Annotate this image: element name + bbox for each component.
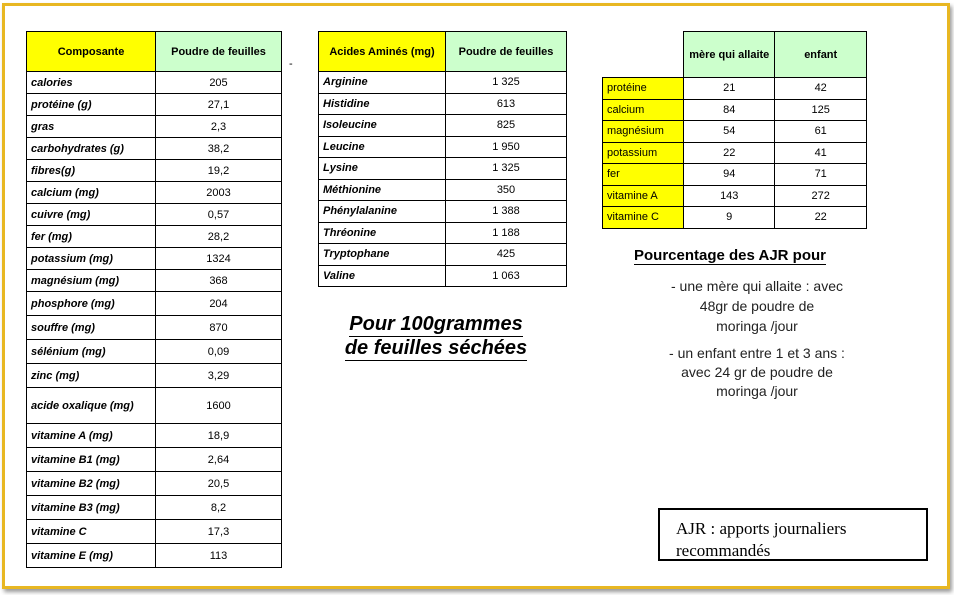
- composition-row: [27, 544, 282, 568]
- amino-amino-name: Thréonine: [319, 222, 446, 244]
- composition-row: [27, 292, 282, 316]
- composition-nutrient-value: 2003: [156, 182, 282, 204]
- composition-nutrient-value: 38,2: [156, 138, 282, 160]
- amino-amino-name: Valine: [319, 265, 446, 287]
- ajr-ajr-child-value: 41: [775, 142, 867, 164]
- composition-row: [27, 138, 282, 160]
- ajr-mother-line-3: moringa /jour: [716, 318, 798, 334]
- composition-row: [27, 94, 282, 116]
- composition-row: [27, 364, 282, 388]
- composition-row: [27, 472, 282, 496]
- ajr-ajr-nutrient: magnésium: [603, 121, 684, 143]
- amino-acid-table: [318, 31, 567, 287]
- ajr-ajr-nutrient: calcium: [603, 99, 684, 121]
- amino-amino-name: Arginine: [319, 72, 446, 94]
- composition-nutrient-name: carbohydrates (g): [27, 138, 156, 160]
- composition-nutrient-value: 28,2: [156, 226, 282, 248]
- ajr-ajr-mother-value: 54: [684, 121, 775, 143]
- ajr-ajr-mother-value: 143: [684, 185, 775, 207]
- ajr-ajr-child-value: 42: [775, 78, 867, 100]
- composition-row: [27, 160, 282, 182]
- ajr-ajr-child-value: 22: [775, 207, 867, 229]
- ajr-row: [603, 164, 867, 186]
- amino-amino-value: 1 063: [446, 265, 567, 287]
- composition-nutrient-name: zinc (mg): [27, 364, 156, 388]
- dash-mark: -: [289, 58, 293, 70]
- composition-nutrient-value: 870: [156, 316, 282, 340]
- amino-amino-name: Histidine: [319, 93, 446, 115]
- composition-nutrient-name: cuivre (mg): [27, 204, 156, 226]
- composition-row: [27, 520, 282, 544]
- ajr-title: Pourcentage des AJR pour: [634, 247, 826, 264]
- composition-nutrient-value: 204: [156, 292, 282, 316]
- composition-nutrient-value: 368: [156, 270, 282, 292]
- composition-row: [27, 316, 282, 340]
- composition-row: [27, 270, 282, 292]
- composition-nutrient-name: vitamine C: [27, 520, 156, 544]
- ajr-ajr-mother-value: 22: [684, 142, 775, 164]
- composition-row: [27, 248, 282, 270]
- ajr-ajr-child-value: 71: [775, 164, 867, 186]
- amino-row: [319, 158, 567, 180]
- ajr-ajr-child-value: 272: [775, 185, 867, 207]
- ajr-row: [603, 78, 867, 100]
- amino-amino-name: Leucine: [319, 136, 446, 158]
- amino-amino-value: 1 325: [446, 158, 567, 180]
- amino-amino-value: 825: [446, 115, 567, 137]
- amino-row: [319, 222, 567, 244]
- composition-nutrient-name: gras: [27, 116, 156, 138]
- composition-nutrient-name: calcium (mg): [27, 182, 156, 204]
- ajr-ajr-nutrient: fer: [603, 164, 684, 186]
- note-line-2: recommandés: [676, 541, 771, 560]
- ajr-row: [603, 99, 867, 121]
- composition-nutrient-name: vitamine E (mg): [27, 544, 156, 568]
- composition-nutrient-value: 1600: [156, 388, 282, 424]
- amino-amino-value: 1 325: [446, 72, 567, 94]
- amino-row: [319, 93, 567, 115]
- composition-header-name: Composante: [27, 32, 156, 72]
- composition-nutrient-name: fer (mg): [27, 226, 156, 248]
- composition-nutrient-value: 2,64: [156, 448, 282, 472]
- composition-row: [27, 388, 282, 424]
- amino-amino-value: 613: [446, 93, 567, 115]
- composition-nutrient-value: 3,29: [156, 364, 282, 388]
- ajr-row: [603, 185, 867, 207]
- composition-nutrient-value: 113: [156, 544, 282, 568]
- ajr-ajr-nutrient: protéine: [603, 78, 684, 100]
- composition-row: [27, 204, 282, 226]
- ajr-definition-box: [658, 508, 928, 561]
- ajr-mother-line-2: 48gr de poudre de: [699, 298, 815, 314]
- composition-nutrient-name: sélénium (mg): [27, 340, 156, 364]
- ajr-ajr-nutrient: vitamine A: [603, 185, 684, 207]
- composition-nutrient-value: 205: [156, 72, 282, 94]
- amino-row: [319, 201, 567, 223]
- amino-amino-name: Lysine: [319, 158, 446, 180]
- amino-header-name: Acides Aminés (mg): [319, 32, 446, 72]
- composition-nutrient-value: 0,57: [156, 204, 282, 226]
- composition-nutrient-name: vitamine B3 (mg): [27, 496, 156, 520]
- composition-nutrient-value: 27,1: [156, 94, 282, 116]
- ajr-ajr-nutrient: potassium: [603, 142, 684, 164]
- ajr-child-line-2: avec 24 gr de poudre de: [681, 364, 833, 380]
- composition-nutrient-name: protéine (g): [27, 94, 156, 116]
- ajr-header-mother: mère qui allaite: [684, 32, 775, 78]
- composition-row: [27, 182, 282, 204]
- composition-nutrient-name: vitamine B2 (mg): [27, 472, 156, 496]
- amino-amino-value: 425: [446, 244, 567, 266]
- ajr-mother-line-1: - une mère qui allaite : avec: [671, 278, 843, 294]
- composition-nutrient-name: vitamine A (mg): [27, 424, 156, 448]
- amino-amino-name: Méthionine: [319, 179, 446, 201]
- composition-table: [26, 31, 282, 568]
- composition-row: [27, 226, 282, 248]
- table-caption: [326, 313, 546, 361]
- ajr-row: [603, 207, 867, 229]
- ajr-ajr-mother-value: 94: [684, 164, 775, 186]
- composition-nutrient-name: phosphore (mg): [27, 292, 156, 316]
- note-line-1: AJR : apports journaliers: [676, 519, 847, 538]
- amino-amino-name: Isoleucine: [319, 115, 446, 137]
- composition-nutrient-value: 1324: [156, 248, 282, 270]
- amino-amino-name: Tryptophane: [319, 244, 446, 266]
- amino-row: [319, 115, 567, 137]
- composition-nutrient-value: 19,2: [156, 160, 282, 182]
- ajr-ajr-mother-value: 9: [684, 207, 775, 229]
- composition-nutrient-value: 0,09: [156, 340, 282, 364]
- amino-amino-value: 1 950: [446, 136, 567, 158]
- ajr-child-line-3: moringa /jour: [716, 383, 798, 399]
- ajr-ajr-child-value: 61: [775, 121, 867, 143]
- amino-amino-value: 1 388: [446, 201, 567, 223]
- composition-row: [27, 424, 282, 448]
- ajr-table: [602, 31, 867, 229]
- composition-nutrient-name: calories: [27, 72, 156, 94]
- composition-nutrient-name: magnésium (mg): [27, 270, 156, 292]
- ajr-header-child: enfant: [775, 32, 867, 78]
- ajr-child-line-1: - un enfant entre 1 et 3 ans :: [669, 345, 845, 361]
- caption-line-2: de feuilles séchées: [344, 337, 528, 359]
- composition-nutrient-name: acide oxalique (mg): [27, 388, 156, 424]
- amino-header-value: Poudre de feuilles: [446, 32, 567, 72]
- composition-nutrient-value: 17,3: [156, 520, 282, 544]
- amino-row: [319, 72, 567, 94]
- ajr-ajr-child-value: 125: [775, 99, 867, 121]
- ajr-ajr-nutrient: vitamine C: [603, 207, 684, 229]
- amino-row: [319, 265, 567, 287]
- composition-row: [27, 448, 282, 472]
- ajr-ajr-mother-value: 84: [684, 99, 775, 121]
- composition-nutrient-name: vitamine B1 (mg): [27, 448, 156, 472]
- composition-nutrient-name: souffre (mg): [27, 316, 156, 340]
- caption-line-1: Pour 100grammes: [349, 313, 523, 335]
- amino-row: [319, 136, 567, 158]
- composition-nutrient-value: 2,3: [156, 116, 282, 138]
- composition-nutrient-name: potassium (mg): [27, 248, 156, 270]
- amino-amino-name: Phénylalanine: [319, 201, 446, 223]
- ajr-row: [603, 121, 867, 143]
- composition-row: [27, 116, 282, 138]
- composition-nutrient-value: 20,5: [156, 472, 282, 496]
- composition-nutrient-value: 8,2: [156, 496, 282, 520]
- amino-amino-value: 350: [446, 179, 567, 201]
- composition-header-value: Poudre de feuilles: [156, 32, 282, 72]
- composition-nutrient-value: 18,9: [156, 424, 282, 448]
- amino-row: [319, 244, 567, 266]
- composition-row: [27, 72, 282, 94]
- ajr-row: [603, 142, 867, 164]
- composition-nutrient-name: fibres(g): [27, 160, 156, 182]
- ajr-ajr-mother-value: 21: [684, 78, 775, 100]
- composition-row: [27, 496, 282, 520]
- amino-amino-value: 1 188: [446, 222, 567, 244]
- ajr-header-blank: [603, 32, 684, 78]
- amino-row: [319, 179, 567, 201]
- composition-row: [27, 340, 282, 364]
